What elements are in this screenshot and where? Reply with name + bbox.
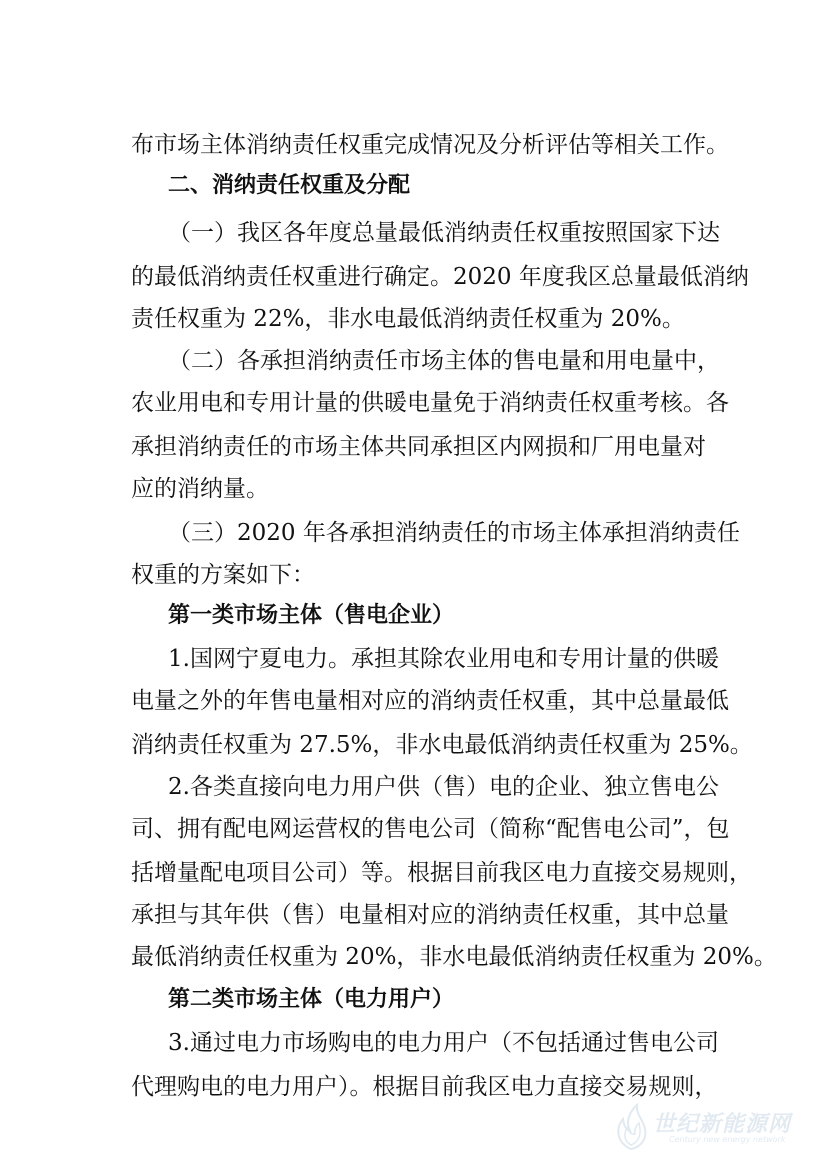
paragraph-line: 承担与其年供（售）电量相对应的消纳责任权重，其中总量 [131,902,729,928]
paragraph-line: 消纳责任权重为 27.5%，非水电最低消纳责任权重为 25%。 [131,732,753,758]
section-heading: 二、消纳责任权重及分配 [168,173,411,198]
paragraph-line: 责任权重为 22%，非水电最低消纳责任权重为 20%。 [131,306,685,332]
section-heading: 第一类市场主体（售电企业） [168,603,455,628]
paragraph-line: 代理购电的电力用户）。根据目前我区电力直接交易规则， [131,1074,718,1100]
paragraph-line: 电量之外的年售电量相对应的消纳责任权重，其中总量最低 [131,688,729,714]
paragraph-line: 布市场主体消纳责任权重完成情况及分析评估等相关工作。 [131,132,729,158]
paragraph-line: 最低消纳责任权重为 20%，非水电最低消纳责任权重为 20%。 [131,944,777,970]
paragraph-line: 括增量配电项目公司）等。根据目前我区电力直接交易规则， [131,860,752,886]
paragraph-line: 1.国网宁夏电力。承担其除农业用电和专用计量的供暖 [168,646,719,672]
paragraph-line: （三）2020 年各承担消纳责任的市场主体承担消纳责任 [168,520,740,546]
paragraph-line: 农业用电和专用计量的供暖电量免于消纳责任权重考核。各 [131,390,729,416]
paragraph-line: 权重的方案如下： [131,562,315,588]
paragraph-line: （一）我区各年度总量最低消纳责任权重按照国家下达 [168,220,720,246]
paragraph-line: 2.各类直接向电力用户供（售）电的企业、独立售电公 [168,774,719,800]
paragraph-line: 的最低消纳责任权重进行确定。2020 年度我区总量最低消纳 [131,264,749,290]
watermark-text: 世纪新能源网 [653,1112,792,1137]
paragraph-line: 3.通过电力市场购电的电力用户（不包括通过售电公司 [168,1030,719,1056]
paragraph-line: （二）各承担消纳责任市场主体的售电量和用电量中， [168,348,720,374]
section-heading: 第二类市场主体（电力用户） [168,987,455,1012]
site-watermark [607,1101,819,1153]
watermark-subtext: Century new energy network [669,1135,786,1144]
paragraph-line: 司、拥有配电网运营权的售电公司（简称“配售电公司”，包 [131,816,730,842]
paragraph-line: 承担消纳责任的市场主体共同承担区内网损和厂用电量对 [131,434,706,460]
flame-logo-icon [611,1103,651,1151]
paragraph-line: 应的消纳量。 [131,476,269,502]
